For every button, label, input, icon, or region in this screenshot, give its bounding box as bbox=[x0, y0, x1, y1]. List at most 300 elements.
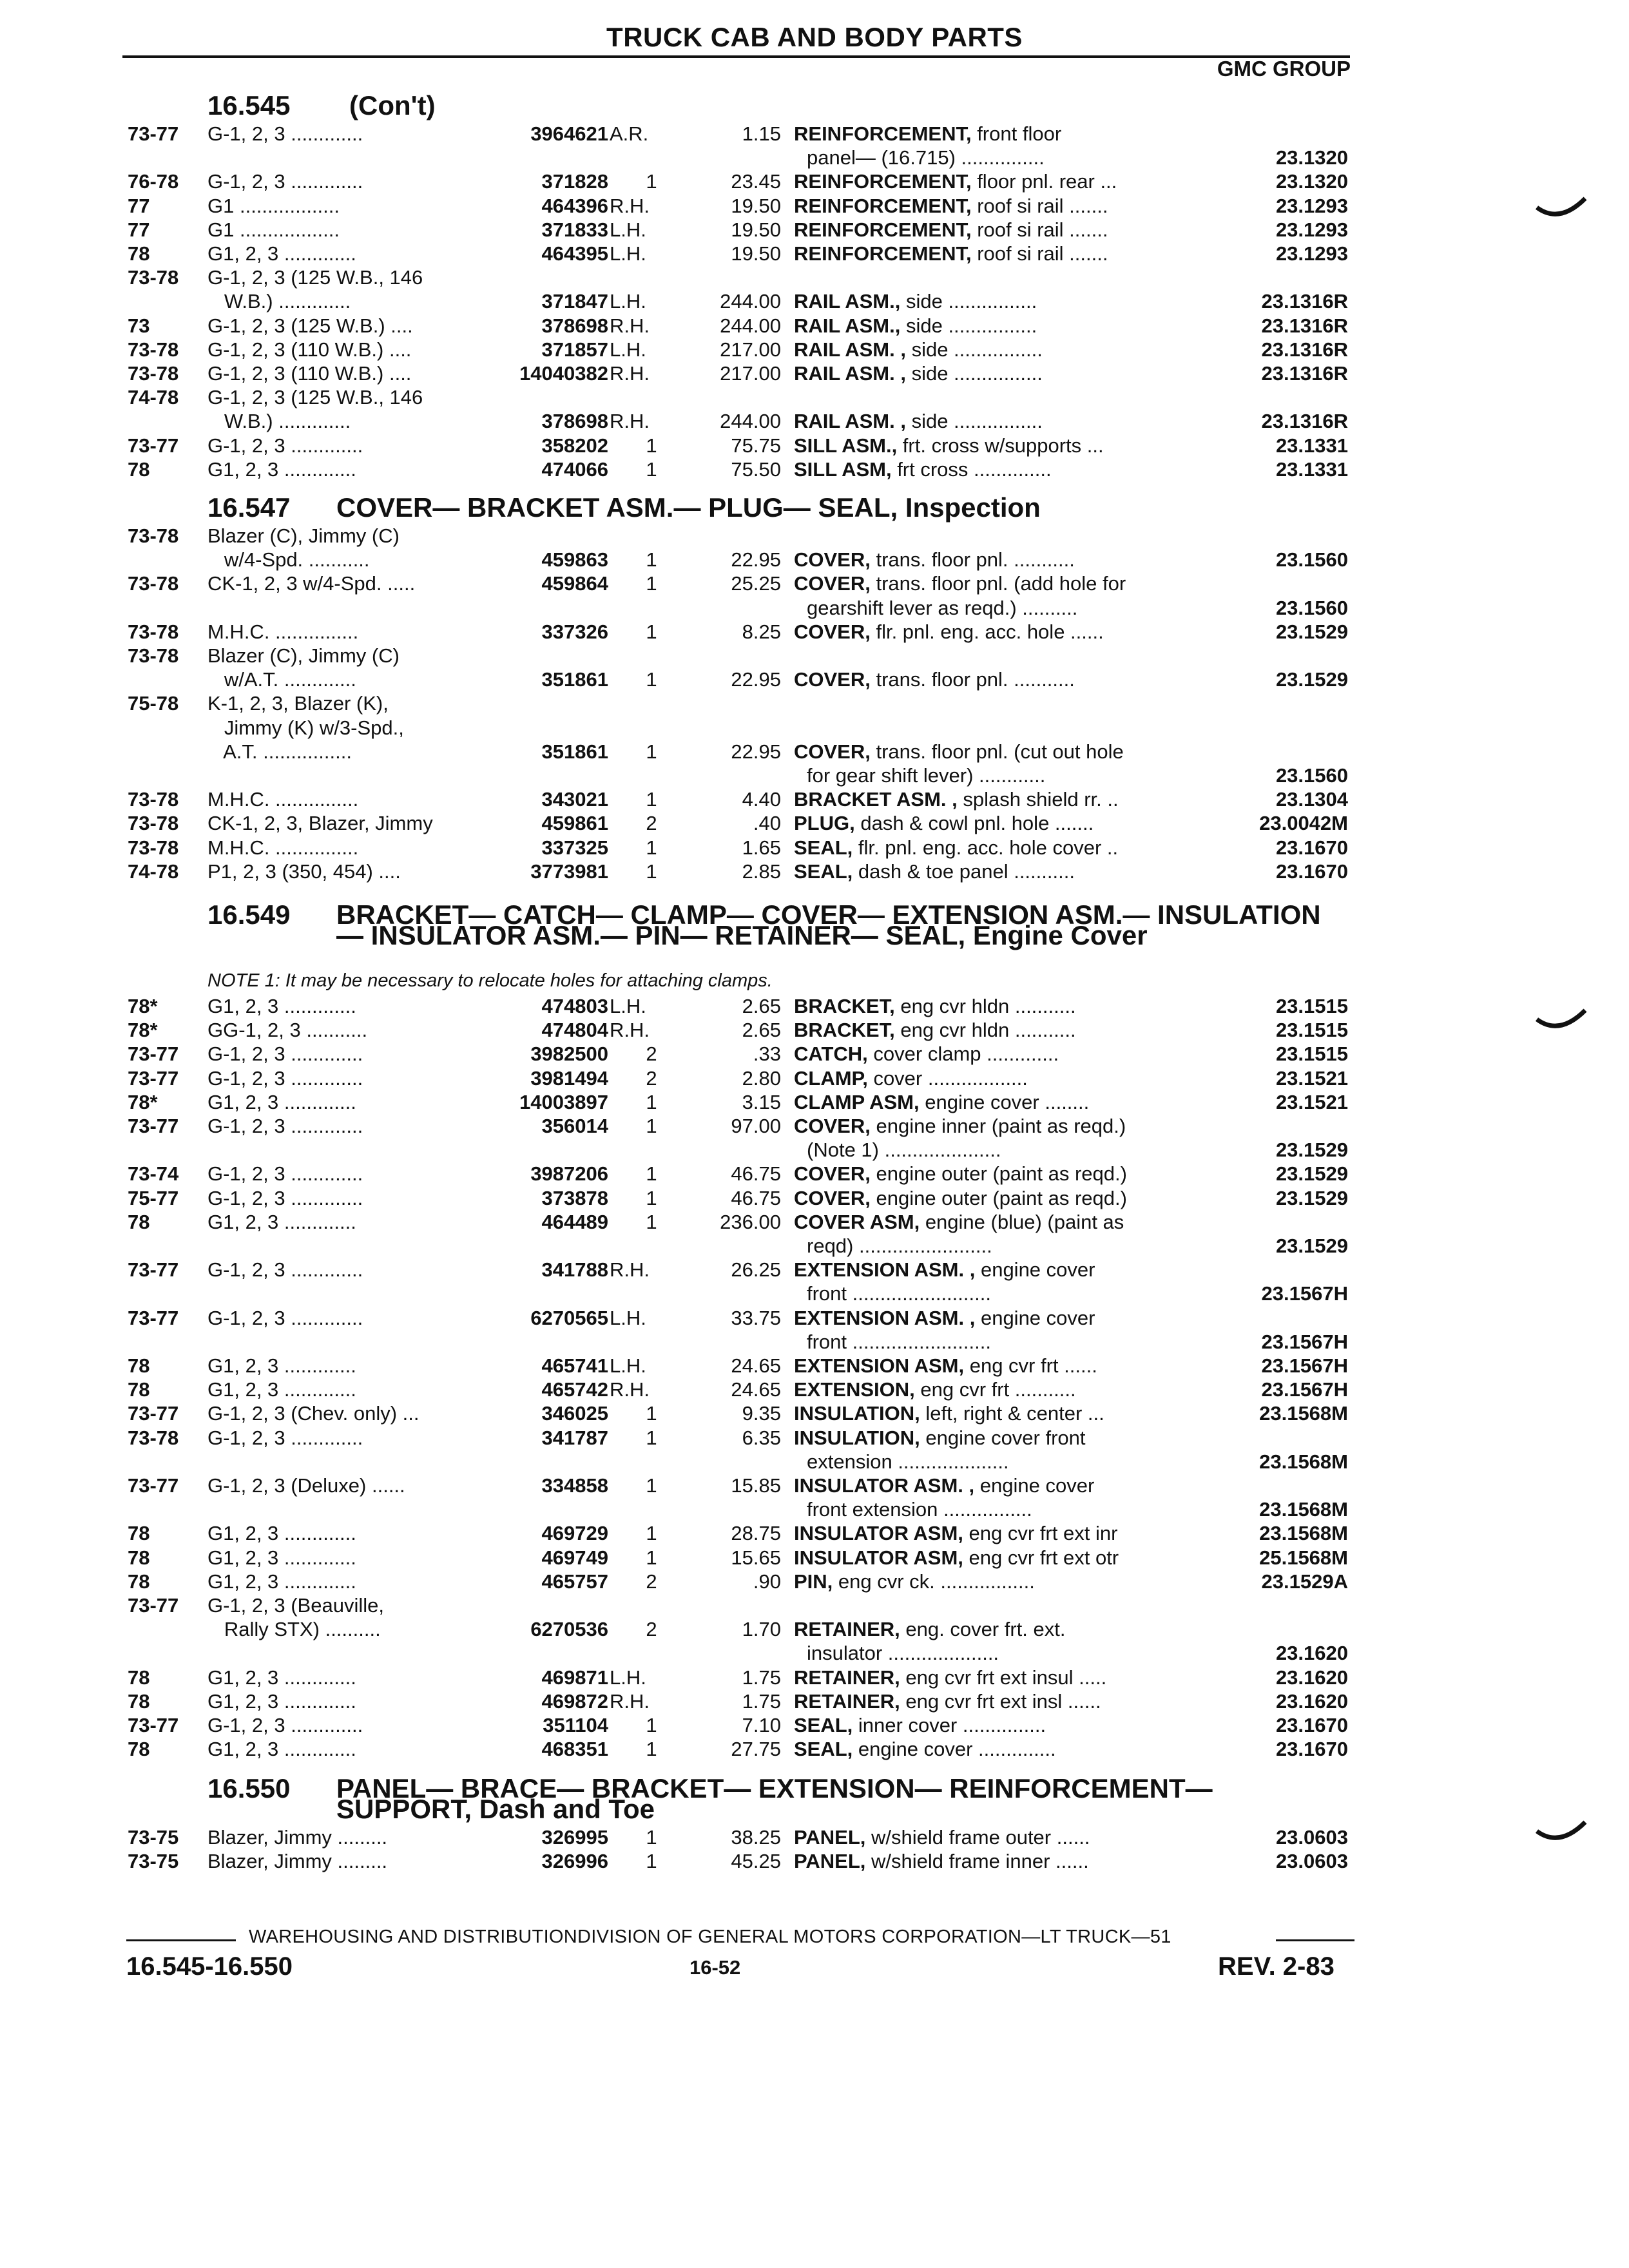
part-row bbox=[0, 1826, 1629, 1849]
part-name: PANEL, bbox=[794, 1850, 866, 1873]
part-row bbox=[0, 1019, 1629, 1042]
price: 1.75 bbox=[742, 1689, 781, 1713]
part-number: 341788 bbox=[541, 1258, 608, 1282]
description bbox=[794, 572, 1211, 595]
price: 27.75 bbox=[731, 1738, 781, 1761]
part-row bbox=[0, 1211, 1629, 1234]
model: G1 .................. bbox=[207, 194, 340, 217]
part-detail: splash shield rr. .. bbox=[957, 788, 1119, 811]
description bbox=[807, 1235, 1224, 1258]
group-number: 23.1560 bbox=[1275, 548, 1348, 572]
quantity: 2 bbox=[646, 1570, 657, 1593]
model: W.B.) ............. bbox=[207, 290, 351, 313]
price: 38.25 bbox=[731, 1826, 781, 1849]
part-name: RAIL ASM., bbox=[794, 314, 901, 337]
group-number: 23.1567H bbox=[1261, 1378, 1348, 1401]
part-row bbox=[0, 1570, 1629, 1593]
model-year: 73-78 bbox=[128, 812, 179, 835]
price: 6.35 bbox=[742, 1426, 781, 1449]
description bbox=[794, 995, 1211, 1018]
quantity: 2 bbox=[646, 812, 657, 835]
part-number: 373878 bbox=[541, 1186, 608, 1209]
part-detail: roof si rail ....... bbox=[971, 242, 1108, 265]
part-number: 337325 bbox=[541, 836, 608, 859]
part-row bbox=[0, 597, 1629, 620]
description bbox=[794, 434, 1211, 457]
price: 22.95 bbox=[731, 548, 781, 572]
group-number: 23.1293 bbox=[1275, 218, 1348, 241]
part-row bbox=[0, 434, 1629, 457]
punch-mark-icon bbox=[1534, 193, 1592, 232]
part-name: RETAINER, bbox=[794, 1689, 900, 1713]
model-year: 78 bbox=[128, 1666, 150, 1689]
model: G-1, 2, 3 ............. bbox=[207, 1186, 363, 1209]
description bbox=[794, 1187, 1211, 1210]
part-detail: engine cover bbox=[975, 1306, 1095, 1329]
section-number: 16.550 bbox=[207, 1773, 291, 1803]
group-number: 23.1293 bbox=[1275, 242, 1348, 265]
part-detail: for gear shift lever) ............ bbox=[807, 764, 1046, 787]
side: R.H. bbox=[610, 1258, 650, 1282]
model: G-1, 2, 3 ............. bbox=[207, 1043, 363, 1066]
section-number: 16.545 bbox=[207, 90, 291, 120]
price: 7.10 bbox=[742, 1714, 781, 1736]
side: R.H. bbox=[610, 410, 650, 433]
model: G-1, 2, 3 (Deluxe) ...... bbox=[207, 1474, 405, 1497]
part-row bbox=[0, 764, 1629, 787]
part-detail: trans. floor pnl. (cut out hole bbox=[870, 740, 1124, 763]
part-row bbox=[0, 644, 1629, 668]
price: 2.85 bbox=[742, 860, 781, 883]
description bbox=[794, 122, 1211, 146]
model-year: 78 bbox=[128, 1354, 150, 1377]
description bbox=[794, 1474, 1211, 1497]
price: 1.75 bbox=[742, 1666, 781, 1689]
part-row bbox=[0, 1354, 1629, 1378]
footer-section-range: 16.545-16.550 bbox=[126, 1952, 293, 1981]
part-detail: front ......................... bbox=[807, 1282, 991, 1305]
part-number: 371847 bbox=[541, 290, 608, 313]
part-row bbox=[0, 1331, 1629, 1354]
quantity: 2 bbox=[646, 1066, 657, 1090]
part-name: EXTENSION ASM. , bbox=[794, 1306, 976, 1329]
model: M.H.C. ............... bbox=[207, 788, 359, 811]
part-row bbox=[0, 1402, 1629, 1425]
price: 26.25 bbox=[731, 1258, 781, 1282]
description bbox=[794, 1690, 1211, 1713]
part-name: COVER, bbox=[794, 620, 871, 643]
price: 3.15 bbox=[742, 1090, 781, 1113]
description bbox=[794, 1714, 1211, 1737]
part-number: 14003897 bbox=[519, 1090, 608, 1113]
model: G-1, 2, 3 (110 W.B.) .... bbox=[207, 362, 412, 385]
part-row bbox=[0, 1427, 1629, 1450]
model-year: 77 bbox=[128, 218, 150, 241]
side: A.R. bbox=[610, 122, 649, 145]
part-name: BRACKET, bbox=[794, 1019, 895, 1042]
part-name: RETAINER, bbox=[794, 1666, 900, 1689]
description bbox=[794, 1826, 1211, 1849]
part-name: REINFORCEMENT, bbox=[794, 122, 972, 145]
model: G1, 2, 3 ............. bbox=[207, 1738, 356, 1761]
description bbox=[794, 290, 1211, 313]
model: G1, 2, 3 ............. bbox=[207, 457, 356, 481]
price: 75.75 bbox=[731, 434, 781, 457]
description bbox=[794, 362, 1211, 385]
quantity: 1 bbox=[646, 1826, 657, 1849]
footer-revision: REV. 2-83 bbox=[1218, 1952, 1335, 1981]
part-detail: front extension ................ bbox=[807, 1498, 1032, 1521]
punch-mark-icon bbox=[1534, 1005, 1592, 1044]
part-number: 378698 bbox=[541, 410, 608, 433]
part-row bbox=[0, 170, 1629, 193]
model-year: 73-77 bbox=[128, 1714, 179, 1736]
part-row bbox=[0, 1282, 1629, 1305]
part-number: 3982500 bbox=[530, 1043, 608, 1066]
part-number: 6270565 bbox=[530, 1306, 608, 1329]
part-detail: w/shield frame outer ...... bbox=[865, 1826, 1090, 1849]
part-name: REINFORCEMENT, bbox=[794, 218, 972, 241]
group-number: 23.1620 bbox=[1275, 1666, 1348, 1689]
part-detail: engine (blue) (paint as bbox=[920, 1210, 1124, 1233]
price: 15.85 bbox=[731, 1474, 781, 1497]
price: 46.75 bbox=[731, 1186, 781, 1209]
model-year: 78 bbox=[128, 1570, 150, 1593]
description bbox=[794, 314, 1211, 338]
group-number: 23.1515 bbox=[1275, 1019, 1348, 1042]
part-number: 469871 bbox=[541, 1666, 608, 1689]
model: G-1, 2, 3 ............. bbox=[207, 1306, 363, 1329]
part-name: COVER, bbox=[794, 1115, 871, 1137]
group-number: 23.1567H bbox=[1261, 1330, 1348, 1353]
price: 2.80 bbox=[742, 1066, 781, 1090]
description bbox=[794, 788, 1211, 811]
side: R.H. bbox=[610, 362, 650, 385]
part-row bbox=[0, 458, 1629, 481]
part-number: 474804 bbox=[541, 1019, 608, 1042]
model: G-1, 2, 3 (Chev. only) ... bbox=[207, 1402, 419, 1425]
part-row bbox=[0, 1378, 1629, 1401]
model: Rally STX) .......... bbox=[207, 1618, 381, 1641]
quantity: 1 bbox=[646, 1426, 657, 1449]
model: G1, 2, 3 ............. bbox=[207, 1689, 356, 1713]
part-detail: eng cvr frt ext inr bbox=[963, 1522, 1118, 1545]
model: G-1, 2, 3 (125 W.B., 146 bbox=[207, 266, 423, 289]
group-number: 23.1568M bbox=[1259, 1522, 1348, 1545]
model: G1, 2, 3 ............. bbox=[207, 1546, 356, 1569]
part-name: PANEL, bbox=[794, 1826, 866, 1849]
group-number: 23.1529 bbox=[1275, 1162, 1348, 1186]
model-year: 76-78 bbox=[128, 170, 179, 193]
part-detail: eng cvr frt ext insl ...... bbox=[900, 1689, 1101, 1713]
part-detail: engine cover bbox=[975, 1258, 1095, 1282]
group-number: 23.1529A bbox=[1261, 1570, 1348, 1593]
group-number: 23.1320 bbox=[1275, 146, 1348, 169]
model: w/4-Spd. ........... bbox=[207, 548, 370, 572]
model: Blazer (C), Jimmy (C) bbox=[207, 644, 400, 667]
quantity: 1 bbox=[646, 740, 657, 763]
model-year: 78* bbox=[128, 1019, 158, 1042]
part-number: 346025 bbox=[541, 1402, 608, 1425]
model: M.H.C. ............... bbox=[207, 620, 359, 643]
description bbox=[794, 410, 1211, 433]
description bbox=[794, 1162, 1211, 1186]
model: G-1, 2, 3 (Beauville, bbox=[207, 1594, 384, 1617]
quantity: 1 bbox=[646, 1546, 657, 1569]
side: R.H. bbox=[610, 314, 650, 337]
side: L.H. bbox=[610, 218, 646, 241]
group-number: 23.1320 bbox=[1275, 170, 1348, 193]
description bbox=[794, 1307, 1211, 1330]
part-row bbox=[0, 668, 1629, 691]
section-title: COVER— BRACKET ASM.— PLUG— SEAL, Inspection bbox=[336, 492, 1041, 523]
group-number: 23.1568M bbox=[1259, 1402, 1348, 1425]
part-name: COVER, bbox=[794, 1162, 871, 1186]
description bbox=[794, 860, 1211, 883]
part-detail: (Note 1) ..................... bbox=[807, 1139, 1001, 1162]
part-name: RAIL ASM. , bbox=[794, 362, 906, 385]
part-row bbox=[0, 1738, 1629, 1761]
price: 28.75 bbox=[731, 1522, 781, 1545]
part-detail: cover .................. bbox=[867, 1066, 1028, 1090]
part-number: 3773981 bbox=[530, 860, 608, 883]
part-detail: gearshift lever as reqd.) .......... bbox=[807, 596, 1078, 619]
model-year: 73-77 bbox=[128, 1066, 179, 1090]
part-row bbox=[0, 620, 1629, 644]
quantity: 1 bbox=[646, 434, 657, 457]
model: G-1, 2, 3 ............. bbox=[207, 1115, 363, 1137]
group-number: 23.1529 bbox=[1275, 1235, 1348, 1257]
description bbox=[794, 170, 1211, 193]
part-detail: roof si rail ....... bbox=[971, 194, 1108, 217]
part-row bbox=[0, 362, 1629, 385]
side: R.H. bbox=[610, 1689, 650, 1713]
part-row bbox=[0, 1666, 1629, 1689]
price: 24.65 bbox=[731, 1354, 781, 1377]
price: 8.25 bbox=[742, 620, 781, 643]
price: 2.65 bbox=[742, 995, 781, 1017]
footer-rule-left bbox=[126, 1939, 236, 1941]
description bbox=[794, 218, 1211, 242]
model-year: 73-77 bbox=[128, 1258, 179, 1282]
part-number: 459863 bbox=[541, 548, 608, 572]
price: 2.65 bbox=[742, 1019, 781, 1042]
side: R.H. bbox=[610, 1378, 650, 1401]
description bbox=[794, 1402, 1211, 1425]
part-row bbox=[0, 692, 1629, 715]
part-row bbox=[0, 836, 1629, 860]
part-detail: side ................ bbox=[905, 362, 1043, 385]
group-number: 23.1670 bbox=[1275, 1738, 1348, 1761]
header-rule bbox=[122, 55, 1350, 58]
model-year: 73-77 bbox=[128, 1594, 179, 1617]
description bbox=[807, 1331, 1224, 1354]
part-row bbox=[0, 338, 1629, 361]
section-number: 16.547 bbox=[207, 492, 291, 523]
model-year: 74-78 bbox=[128, 386, 179, 409]
quantity: 1 bbox=[646, 1522, 657, 1545]
part-row bbox=[0, 812, 1629, 835]
part-row bbox=[0, 1307, 1629, 1330]
side: L.H. bbox=[610, 1306, 646, 1329]
section-number: 16.549 bbox=[207, 899, 291, 930]
part-name: SEAL, bbox=[794, 836, 853, 859]
side: L.H. bbox=[610, 1354, 646, 1377]
part-name: BRACKET, bbox=[794, 995, 895, 1017]
description bbox=[794, 1666, 1211, 1689]
part-detail: engine cover front bbox=[920, 1426, 1086, 1449]
quantity: 1 bbox=[646, 1115, 657, 1137]
model: Blazer (C), Jimmy (C) bbox=[207, 524, 400, 547]
model-year: 75-78 bbox=[128, 692, 179, 715]
part-row bbox=[0, 314, 1629, 338]
model-year: 73-77 bbox=[128, 1043, 179, 1066]
part-row bbox=[0, 195, 1629, 218]
description bbox=[794, 338, 1211, 361]
price: 217.00 bbox=[720, 362, 781, 385]
group-number: 25.1568M bbox=[1259, 1546, 1348, 1569]
price: 9.35 bbox=[742, 1402, 781, 1425]
quantity: 1 bbox=[646, 1474, 657, 1497]
price: 1.15 bbox=[742, 122, 781, 145]
part-name: REINFORCEMENT, bbox=[794, 194, 972, 217]
group-number: 23.1568M bbox=[1259, 1498, 1348, 1521]
part-detail: panel— (16.715) ............... bbox=[807, 146, 1045, 169]
model-year: 73-78 bbox=[128, 524, 179, 547]
group-number: 23.1316R bbox=[1261, 362, 1348, 385]
model-year: 73-78 bbox=[128, 1426, 179, 1449]
model: G1 .................. bbox=[207, 218, 340, 241]
part-name: INSULATION, bbox=[794, 1426, 920, 1449]
part-name: PIN, bbox=[794, 1570, 833, 1593]
group-number: 23.1316R bbox=[1261, 410, 1348, 433]
price: 97.00 bbox=[731, 1115, 781, 1137]
part-name: EXTENSION ASM. , bbox=[794, 1258, 976, 1282]
part-number: 464396 bbox=[541, 194, 608, 217]
part-name: COVER, bbox=[794, 740, 871, 763]
part-detail: front ......................... bbox=[807, 1330, 991, 1353]
part-number: 459864 bbox=[541, 572, 608, 595]
part-detail: side ................ bbox=[905, 338, 1043, 361]
part-number: 469872 bbox=[541, 1689, 608, 1713]
part-row bbox=[0, 218, 1629, 242]
part-name: RAIL ASM., bbox=[794, 290, 901, 313]
side: R.H. bbox=[610, 1019, 650, 1042]
description bbox=[807, 764, 1224, 787]
part-number: 469729 bbox=[541, 1522, 608, 1545]
part-name: CATCH, bbox=[794, 1043, 868, 1066]
model-year: 73-78 bbox=[128, 620, 179, 643]
price: 244.00 bbox=[720, 410, 781, 433]
price: 25.25 bbox=[731, 572, 781, 595]
group-number: 23.1529 bbox=[1275, 1139, 1348, 1162]
price: 23.45 bbox=[731, 170, 781, 193]
quantity: 1 bbox=[646, 572, 657, 595]
quantity: 1 bbox=[646, 836, 657, 859]
description bbox=[794, 812, 1211, 835]
price: 244.00 bbox=[720, 314, 781, 337]
description bbox=[794, 1043, 1211, 1066]
part-number: 469749 bbox=[541, 1546, 608, 1569]
model-year: 78 bbox=[128, 1210, 150, 1233]
description bbox=[794, 1546, 1211, 1570]
price: .90 bbox=[753, 1570, 781, 1593]
quantity: 2 bbox=[646, 1618, 657, 1641]
model: GG-1, 2, 3 ........... bbox=[207, 1019, 368, 1042]
part-detail: eng. cover frt. ext. bbox=[900, 1618, 1066, 1641]
part-number: 474803 bbox=[541, 995, 608, 1017]
part-detail: eng cvr frt ext otr bbox=[963, 1546, 1119, 1569]
part-row bbox=[0, 1450, 1629, 1474]
description bbox=[794, 195, 1211, 218]
part-detail: dash & cowl pnl. hole ....... bbox=[854, 812, 1094, 835]
model-year: 78 bbox=[128, 1689, 150, 1713]
part-name: REINFORCEMENT, bbox=[794, 242, 972, 265]
part-row bbox=[0, 572, 1629, 595]
part-row bbox=[0, 122, 1629, 146]
footer-page-number: 16-52 bbox=[689, 1956, 741, 1979]
part-row bbox=[0, 1235, 1629, 1258]
model-year: 73-78 bbox=[128, 788, 179, 811]
model-year: 73-77 bbox=[128, 1115, 179, 1137]
part-number: 464395 bbox=[541, 242, 608, 265]
price: 1.70 bbox=[742, 1618, 781, 1641]
part-row bbox=[0, 1642, 1629, 1665]
price: 15.65 bbox=[731, 1546, 781, 1569]
model: G1, 2, 3 ............. bbox=[207, 1210, 356, 1233]
model: G-1, 2, 3 ............. bbox=[207, 1426, 363, 1449]
description bbox=[807, 1450, 1224, 1474]
part-number: 459861 bbox=[541, 812, 608, 835]
model: G-1, 2, 3 ............. bbox=[207, 1066, 363, 1090]
model-year: 73-78 bbox=[128, 572, 179, 595]
part-name: INSULATOR ASM, bbox=[794, 1546, 963, 1569]
section-title: BRACKET— CATCH— CLAMP— COVER— EXTENSION ASM.— INSULATION— INSULATOR ASM.— PIN— RETAINER— SEAL, Engine Cover bbox=[336, 899, 1321, 950]
side: R.H. bbox=[610, 194, 650, 217]
part-number: 465741 bbox=[541, 1354, 608, 1377]
part-detail: eng cvr hldn ........... bbox=[894, 995, 1076, 1017]
quantity: 1 bbox=[646, 860, 657, 883]
part-row bbox=[0, 1850, 1629, 1873]
part-row bbox=[0, 788, 1629, 811]
part-detail: insulator .................... bbox=[807, 1642, 999, 1665]
group-number: 23.1331 bbox=[1275, 457, 1348, 481]
part-detail: trans. floor pnl. ........... bbox=[870, 548, 1075, 572]
price: .33 bbox=[753, 1043, 781, 1066]
part-detail: eng cvr frt ext insul ..... bbox=[900, 1666, 1107, 1689]
part-detail: engine cover bbox=[974, 1474, 1095, 1497]
model: G1, 2, 3 ............. bbox=[207, 1666, 356, 1689]
price: 45.25 bbox=[731, 1850, 781, 1873]
quantity: 1 bbox=[646, 1714, 657, 1736]
model: W.B.) ............. bbox=[207, 410, 351, 433]
group-number: 23.1529 bbox=[1275, 668, 1348, 691]
description bbox=[794, 1067, 1211, 1090]
part-detail: engine cover ........ bbox=[919, 1090, 1090, 1113]
part-name: CLAMP ASM, bbox=[794, 1090, 920, 1113]
quantity: 2 bbox=[646, 1043, 657, 1066]
part-row bbox=[0, 1474, 1629, 1497]
model-year: 75-77 bbox=[128, 1186, 179, 1209]
part-name: SILL ASM., bbox=[794, 434, 898, 457]
part-name: SEAL, bbox=[794, 860, 853, 883]
part-row bbox=[0, 1618, 1629, 1641]
side: L.H. bbox=[610, 242, 646, 265]
part-number: 6270536 bbox=[530, 1618, 608, 1641]
price: 244.00 bbox=[720, 290, 781, 313]
description bbox=[807, 1642, 1224, 1665]
model: G-1, 2, 3 (125 W.B.) .... bbox=[207, 314, 413, 337]
